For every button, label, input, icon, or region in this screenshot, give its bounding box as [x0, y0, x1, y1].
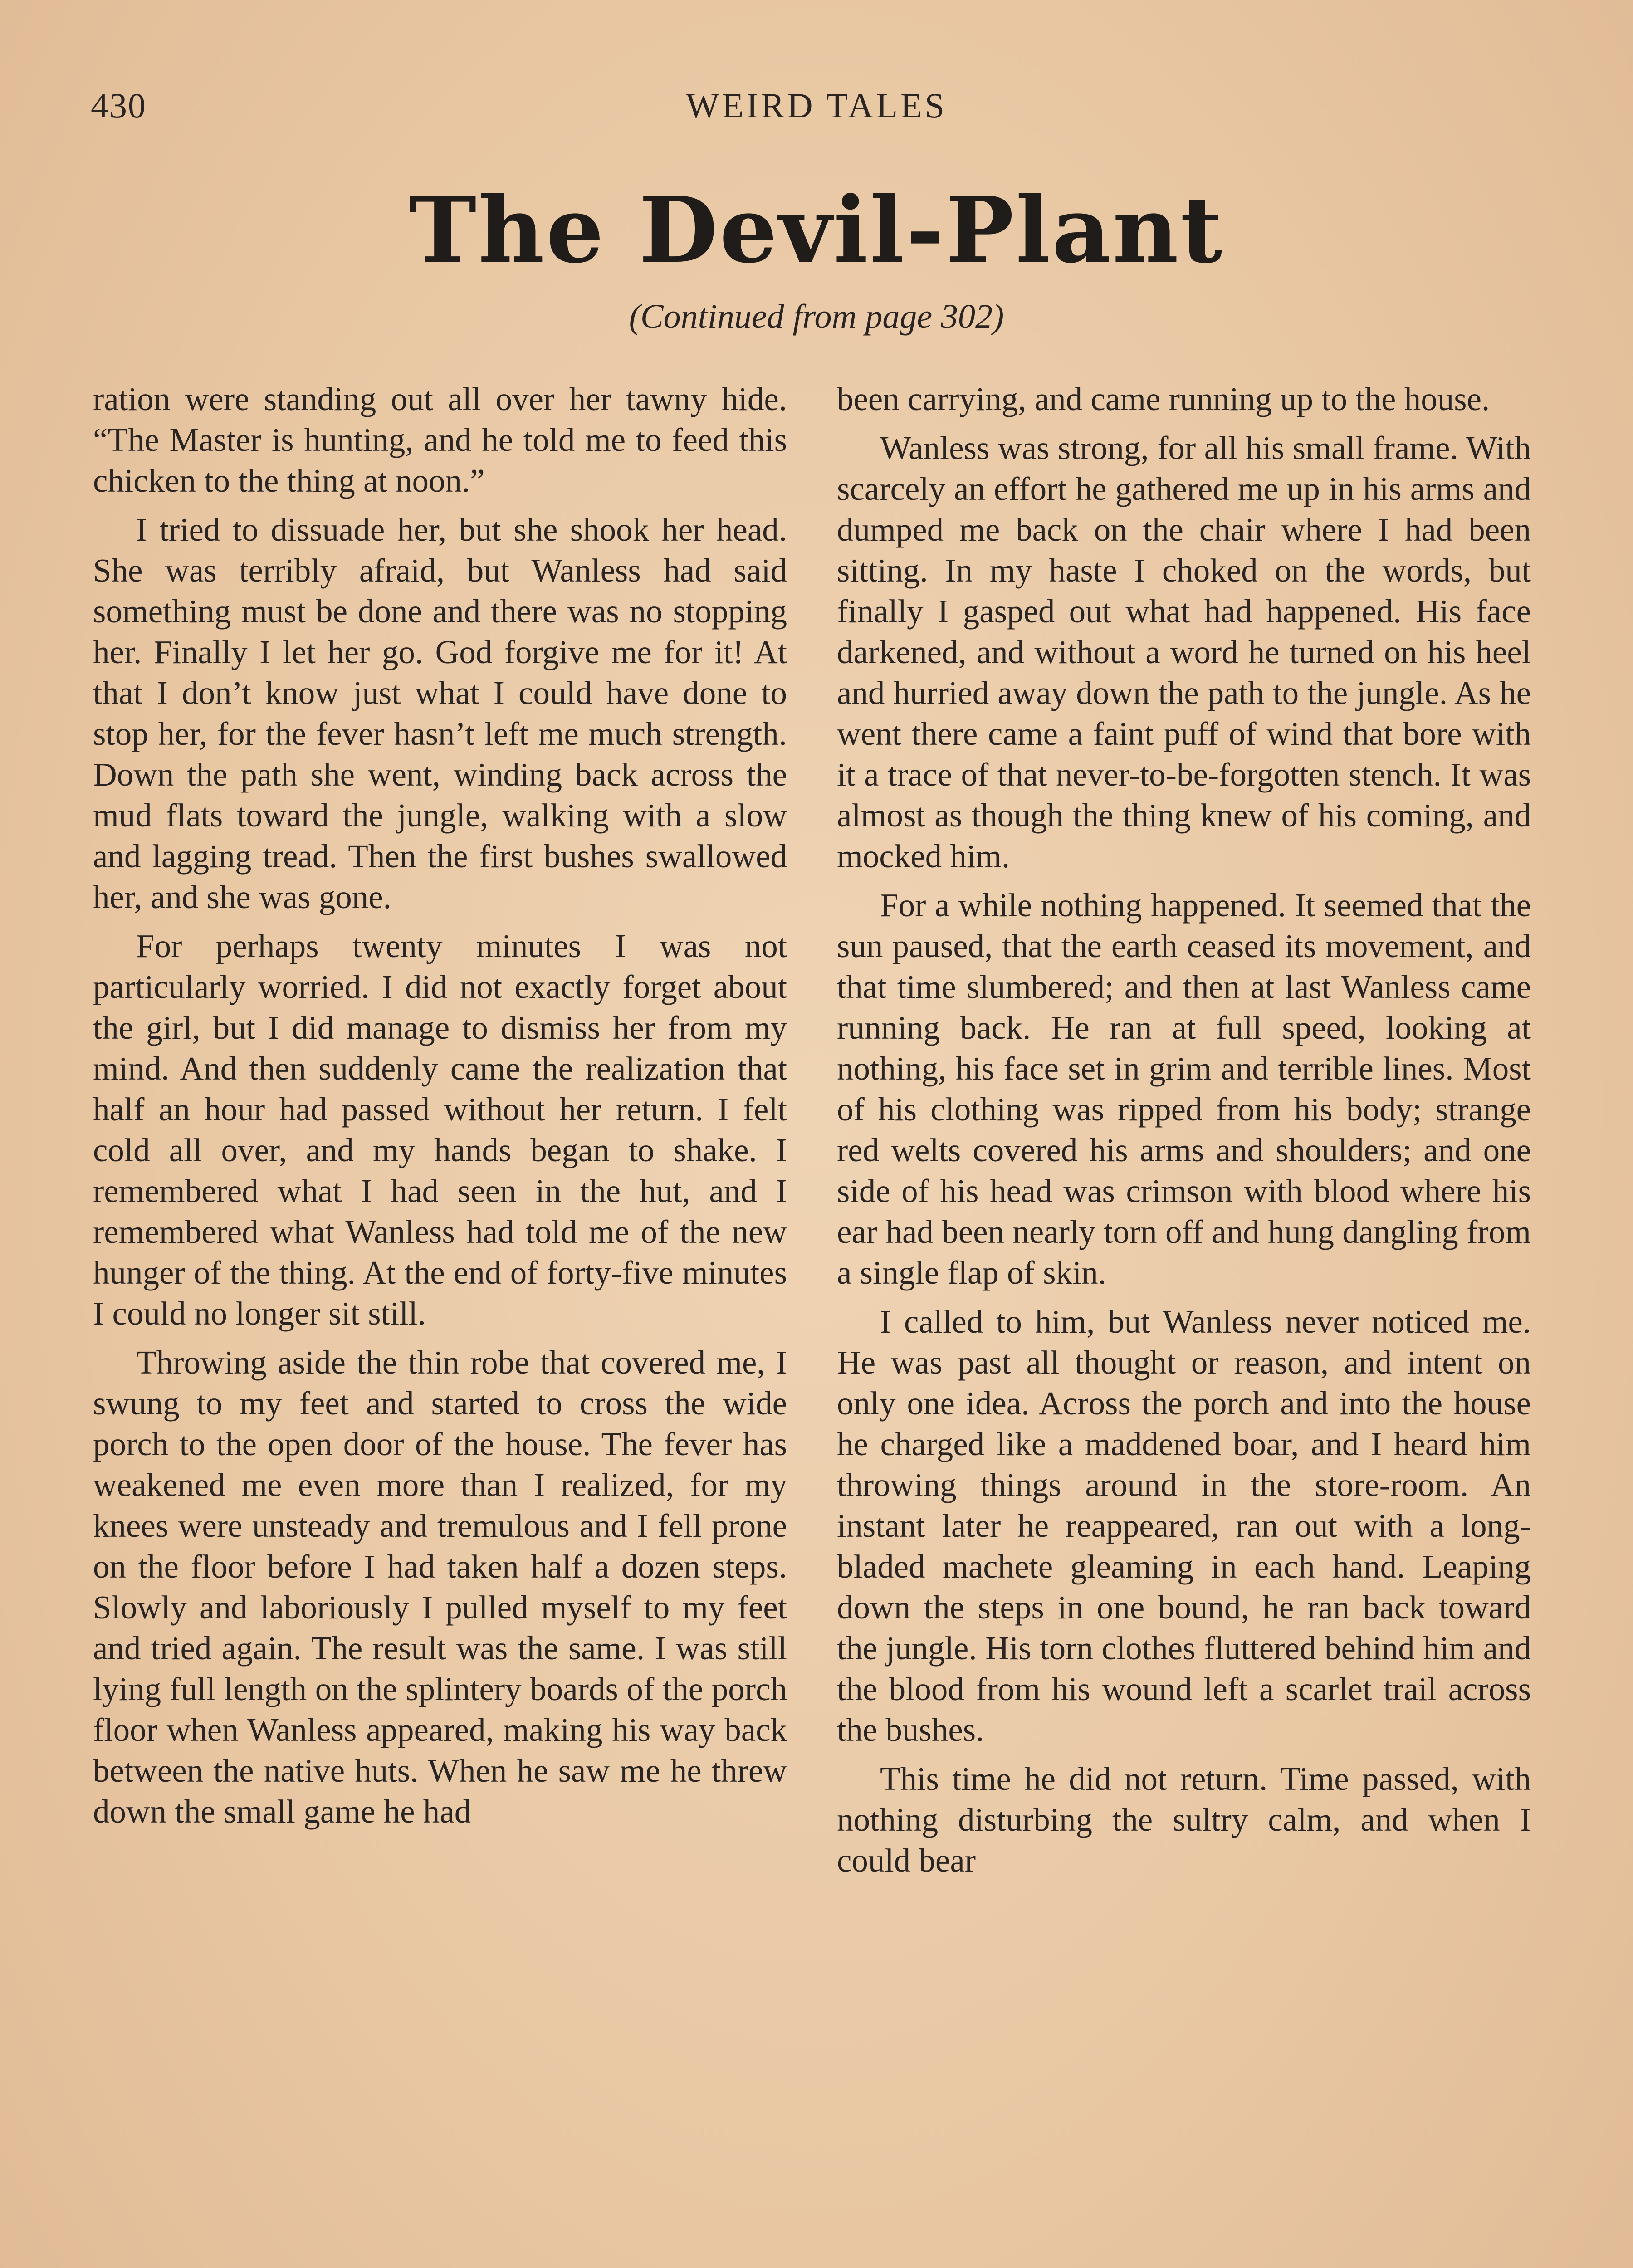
paragraph: ration were standing out all over her tawny hide. “The Master is hunting, and he told me to feed this chicken to the thing at noon.”: [93, 381, 787, 499]
paragraph: For a while nothing happened. It seemed that the sun paused, that the earth ceased its movement, and that time slumbered; and then at last Wanless came running back. He ran at full speed, looking at nothing, his face set in grim and terrible lines. Most of his clothing was ripped from his body; strange red welts covered his arms and shoulders; and one side of his head was crimson with blood where his ear had been nearly torn off and hung dangling from a single flap of skin.: [837, 887, 1531, 1291]
continued-note: (Continued from page 302): [629, 298, 1004, 336]
story-title: The Devil-Plant: [409, 177, 1224, 284]
magazine-title: WEIRD TALES: [685, 86, 948, 125]
paragraph: I called to him, but Wanless never noticed me. He was past all thought or reason, and intent on only one idea. Across the porch and into the house he charged like a maddened boar, and I heard him throwing things around in the store-room. An instant later he reappeared, ran out with a long-bladed machete gleaming in each hand. Leaping down the steps in one bound, he ran back toward the jungle. His torn clothes fluttered behind him and the blood from his wound left a scarlet trail across the bushes.: [837, 1303, 1531, 1748]
story-columns: [93, 379, 1545, 2268]
page-number: 430: [91, 86, 147, 125]
running-head: [91, 85, 1542, 135]
paragraph: For perhaps twenty minutes I was not particularly worried. I did not exactly forget about the girl, but I did manage to dismiss her from my mind. And then suddenly came the realization that half an hour had passed without her return. I felt cold all over, and my hands began to shake. I remembered what I had seen in the hut, and I remembered what Wanless had told me of the new hunger of the thing. At the end of forty-five minutes I could no longer sit still.: [93, 928, 787, 1332]
paragraph: Throwing aside the thin robe that covered me, I swung to my feet and started to cross the wide porch to the open door of the house. The fever has weakened me even more than I realized, for my knees were unsteady and tremulous and I fell prone on the floor before I had taken half a dozen steps. Slowly and laboriously I pulled myself to my feet and tried again. The result was the same. I was still lying full length on the splintery boards of the porch floor when Wanless appeared, making his way back between the native huts. When he saw me he threw down the small game he had: [93, 1344, 787, 1830]
paragraph: This time he did not return. Time passed, with nothing disturbing the sultry calm, and when I could bear: [837, 1760, 1531, 1879]
paragraph: Wanless was strong, for all his small frame. With scarcely an effort he gathered me up in his arms and dumped me back on the chair where I had been sitting. In my haste I choked on the words, but finally I gasped out what had happened. His face darkened, and without a word he turned on his heel and hurried away down the path to the jungle. As he went there came a faint puff of wind that bore with it a trace of that never-to-be-forgotten stench. It was almost as though the thing knew of his coming, and mocked him.: [837, 430, 1531, 875]
paragraph: I tried to dissuade her, but she shook her head. She was terribly afraid, but Wanless had said something must be done and there was no stopping her. Finally I let her go. God forgive me for it! At that I don’t know just what I could have done to stop her, for the fever hasn’t left me much strength. Down the path she went, winding back across the mud flats toward the jungle, walking with a slow and lagging tread. Then the first bushes swallowed her, and she was gone.: [93, 511, 787, 915]
left-column: [93, 379, 787, 1840]
right-column: [837, 379, 1531, 1889]
paragraph: been carrying, and came running up to the house.: [837, 381, 1490, 417]
